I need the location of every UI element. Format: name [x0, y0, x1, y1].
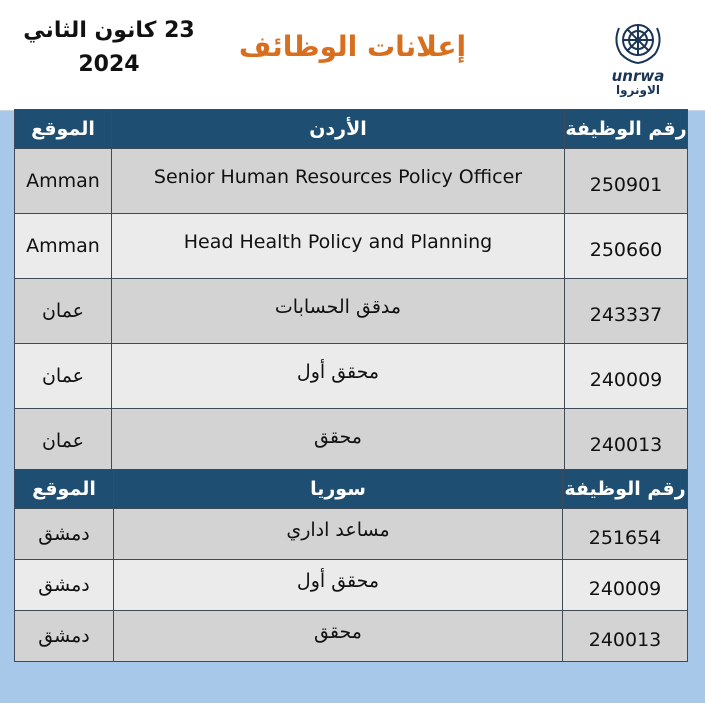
job-number-cell: 250901 — [565, 149, 688, 214]
table-row — [15, 214, 688, 279]
date-day-month: 23 كانون الثاني — [23, 18, 195, 43]
table-row — [15, 409, 688, 474]
job-number-cell: 240009 — [563, 560, 688, 611]
location-cell: عمان — [15, 344, 112, 409]
job-number-cell: 243337 — [565, 279, 688, 344]
column-header-job-number: رقم الوظيفة — [565, 110, 688, 149]
logo-text-latin: unrwa — [611, 67, 665, 85]
syria-jobs-table — [14, 469, 688, 662]
job-title-cell: محقق أول — [114, 560, 563, 611]
header-panel — [0, 0, 705, 111]
location-cell: دمشق — [15, 560, 114, 611]
location-cell: Amman — [15, 214, 112, 279]
table-row — [15, 344, 688, 409]
table-row — [15, 509, 688, 560]
column-header-location: الموقع — [15, 470, 114, 509]
location-cell: عمان — [15, 279, 112, 344]
job-title-cell: محقق — [112, 409, 565, 474]
un-emblem-icon — [609, 16, 667, 66]
column-header-location: الموقع — [15, 110, 112, 149]
table-row — [15, 560, 688, 611]
location-cell: Amman — [15, 149, 112, 214]
job-title-cell: محقق أول — [112, 344, 565, 409]
job-number-cell: 250660 — [565, 214, 688, 279]
location-cell: دمشق — [15, 509, 114, 560]
job-title-cell: محقق — [114, 611, 563, 662]
job-title-cell: مدقق الحسابات — [112, 279, 565, 344]
logo-text-arabic: الاونروا — [615, 83, 661, 97]
column-header-country: سوريا — [114, 470, 563, 509]
page-title: إعلانات الوظائف — [238, 30, 467, 63]
date-block — [14, 14, 204, 82]
table-header-row — [15, 470, 688, 509]
job-title-cell: Senior Human Resources Policy Officer — [112, 149, 565, 214]
column-header-country: الأردن — [112, 110, 565, 149]
job-title-cell: Head Health Policy and Planning — [112, 214, 565, 279]
column-header-job-number: رقم الوظيفة — [563, 470, 688, 509]
table-row — [15, 149, 688, 214]
unrwa-logo — [598, 16, 678, 106]
jordan-jobs-table — [14, 109, 688, 474]
job-number-cell: 251654 — [563, 509, 688, 560]
job-title-cell: مساعد اداري — [114, 509, 563, 560]
location-cell: عمان — [15, 409, 112, 474]
location-cell: دمشق — [15, 611, 114, 662]
table-row — [15, 279, 688, 344]
job-number-cell: 240013 — [563, 611, 688, 662]
table-header-row — [15, 110, 688, 149]
date-year: 2024 — [78, 52, 140, 77]
table-row — [15, 611, 688, 662]
job-number-cell: 240009 — [565, 344, 688, 409]
job-number-cell: 240013 — [565, 409, 688, 474]
